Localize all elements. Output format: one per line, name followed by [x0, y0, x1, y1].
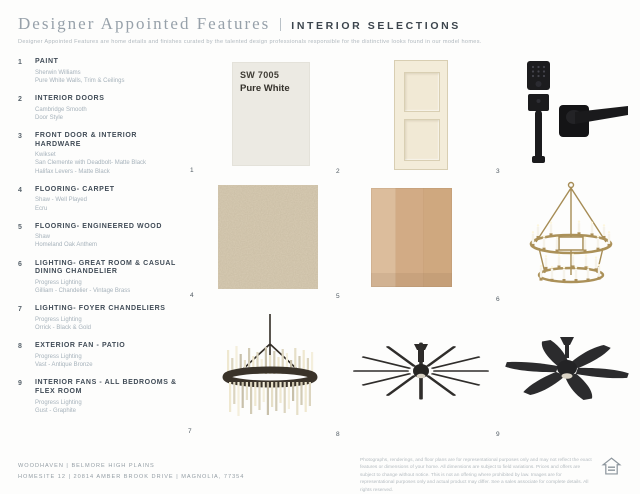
item-title: EXTERIOR FAN - PATIO [35, 342, 126, 350]
item-number: 5 [18, 223, 22, 231]
community-line: WOODHAVEN | BELMORE HIGH PLAINS [18, 463, 155, 469]
grid-number: 9 [496, 431, 500, 438]
item-number: 3 [18, 132, 22, 140]
keypad-deadbolt-icon [527, 61, 550, 90]
section-title: INTERIOR SELECTIONS [291, 20, 461, 32]
bedroom-fan-image [494, 334, 640, 404]
door-panel [404, 119, 440, 161]
page-title: Designer Appointed Features [18, 14, 271, 33]
item-title: INTERIOR DOORS [35, 94, 105, 102]
foyer-chandelier-image [214, 312, 326, 430]
page-description: Designer Appointed Features are home details and finishes curated by the talented design professionals responsible for the distinctive looks found in our model homes. [18, 39, 482, 45]
patio-fan-image [350, 338, 492, 406]
list-item-lighting-great-room: 6 LIGHTING- GREAT ROOM & CASUAL DINING CHANDELIER Progress Lighting Gilliam - Chandelier - Vintage Brass [18, 260, 184, 296]
item-title: FLOORING- CARPET [35, 185, 115, 193]
grid-number: 6 [496, 296, 500, 303]
footer-disclaimer: Photographs, renderings, and floor plans are for representational purposes only and may not reflect the exact features or dimensions of your home. All dimensions are subject to field variations. Prices and offers are subject to change without notice. This is not an offering where prohibited by law. Images are for representational purposes only and actual product may differ. See a sales associate for complete details. All rights reserved. [360, 458, 592, 493]
grid-number: 3 [496, 168, 500, 175]
handleset-icon [528, 94, 549, 163]
address-line: HOMESITE 12 | 20814 AMBER BROOK DRIVE | MAGNOLIA, 77354 [18, 473, 245, 480]
wood-swatch-image [371, 188, 452, 287]
grid-number: 8 [336, 431, 340, 438]
door-hardware-image [515, 58, 635, 170]
brass-chandelier-image [512, 180, 630, 300]
footer-community-info [18, 461, 244, 482]
selections-list [18, 58, 184, 425]
grid-number: 7 [188, 428, 192, 435]
carpet-swatch-image [218, 185, 318, 289]
door-panel [404, 72, 440, 112]
item-number: 9 [18, 380, 22, 388]
item-title: FLOORING- ENGINEERED WOOD [35, 222, 162, 230]
equal-housing-icon [601, 456, 622, 477]
item-number: 2 [18, 95, 22, 103]
header [18, 14, 618, 45]
item-number: 8 [18, 343, 22, 351]
item-title: PAINT [35, 58, 59, 65]
list-item-flooring-wood: 5 FLOORING- ENGINEERED WOOD Shaw Homeland Oak Anthem [18, 223, 184, 250]
lever-handle-icon [559, 105, 628, 137]
paint-swatch-image [232, 62, 310, 166]
title-divider [280, 18, 281, 31]
item-number: 4 [18, 186, 22, 194]
grid-number: 4 [190, 292, 194, 299]
item-number: 1 [18, 59, 22, 66]
grid-number: 1 [190, 167, 194, 174]
item-title: INTERIOR FANS - ALL BEDROOMS & FLEX ROOM [35, 379, 177, 395]
item-title: LIGHTING- FOYER CHANDELIERS [35, 305, 166, 313]
list-item-interior-fans: 9 INTERIOR FANS - ALL BEDROOMS & FLEX ROOM Progress Lighting Gust - Graphite [18, 379, 184, 415]
list-item-exterior-fan: 8 EXTERIOR FAN - PATIO Progress Lighting Vast - Antique Bronze [18, 342, 184, 369]
grid-number: 2 [336, 168, 340, 175]
grid-number: 5 [336, 293, 340, 300]
list-item-flooring-carpet: 4 FLOORING- CARPET Shaw - Well Played Ecru [18, 186, 184, 213]
interior-door-image [394, 60, 448, 170]
item-number: 7 [18, 306, 22, 314]
paint-name: Pure White [240, 83, 290, 94]
item-title: LIGHTING- GREAT ROOM & CASUAL DINING CHANDELIER [35, 259, 176, 276]
list-item-front-door-hardware: 3 FRONT DOOR & INTERIOR HARDWARE Kwikset San Clemente with Deadbolt- Matte Black Halifax Levers - Matte Black [18, 132, 184, 176]
item-number: 6 [18, 260, 22, 268]
item-title: FRONT DOOR & INTERIOR HARDWARE [35, 131, 138, 148]
paint-code: SW 7005 [240, 70, 280, 80]
list-item-paint: 1 PAINT Sherwin Williams Pure White Walls, Trim & Ceilings [18, 58, 184, 85]
list-item-lighting-foyer: 7 LIGHTING- FOYER CHANDELIERS Progress Lighting Orrick - Black & Gold [18, 305, 184, 332]
list-item-interior-doors: 2 INTERIOR DOORS Cambridge Smooth Door Style [18, 95, 184, 122]
